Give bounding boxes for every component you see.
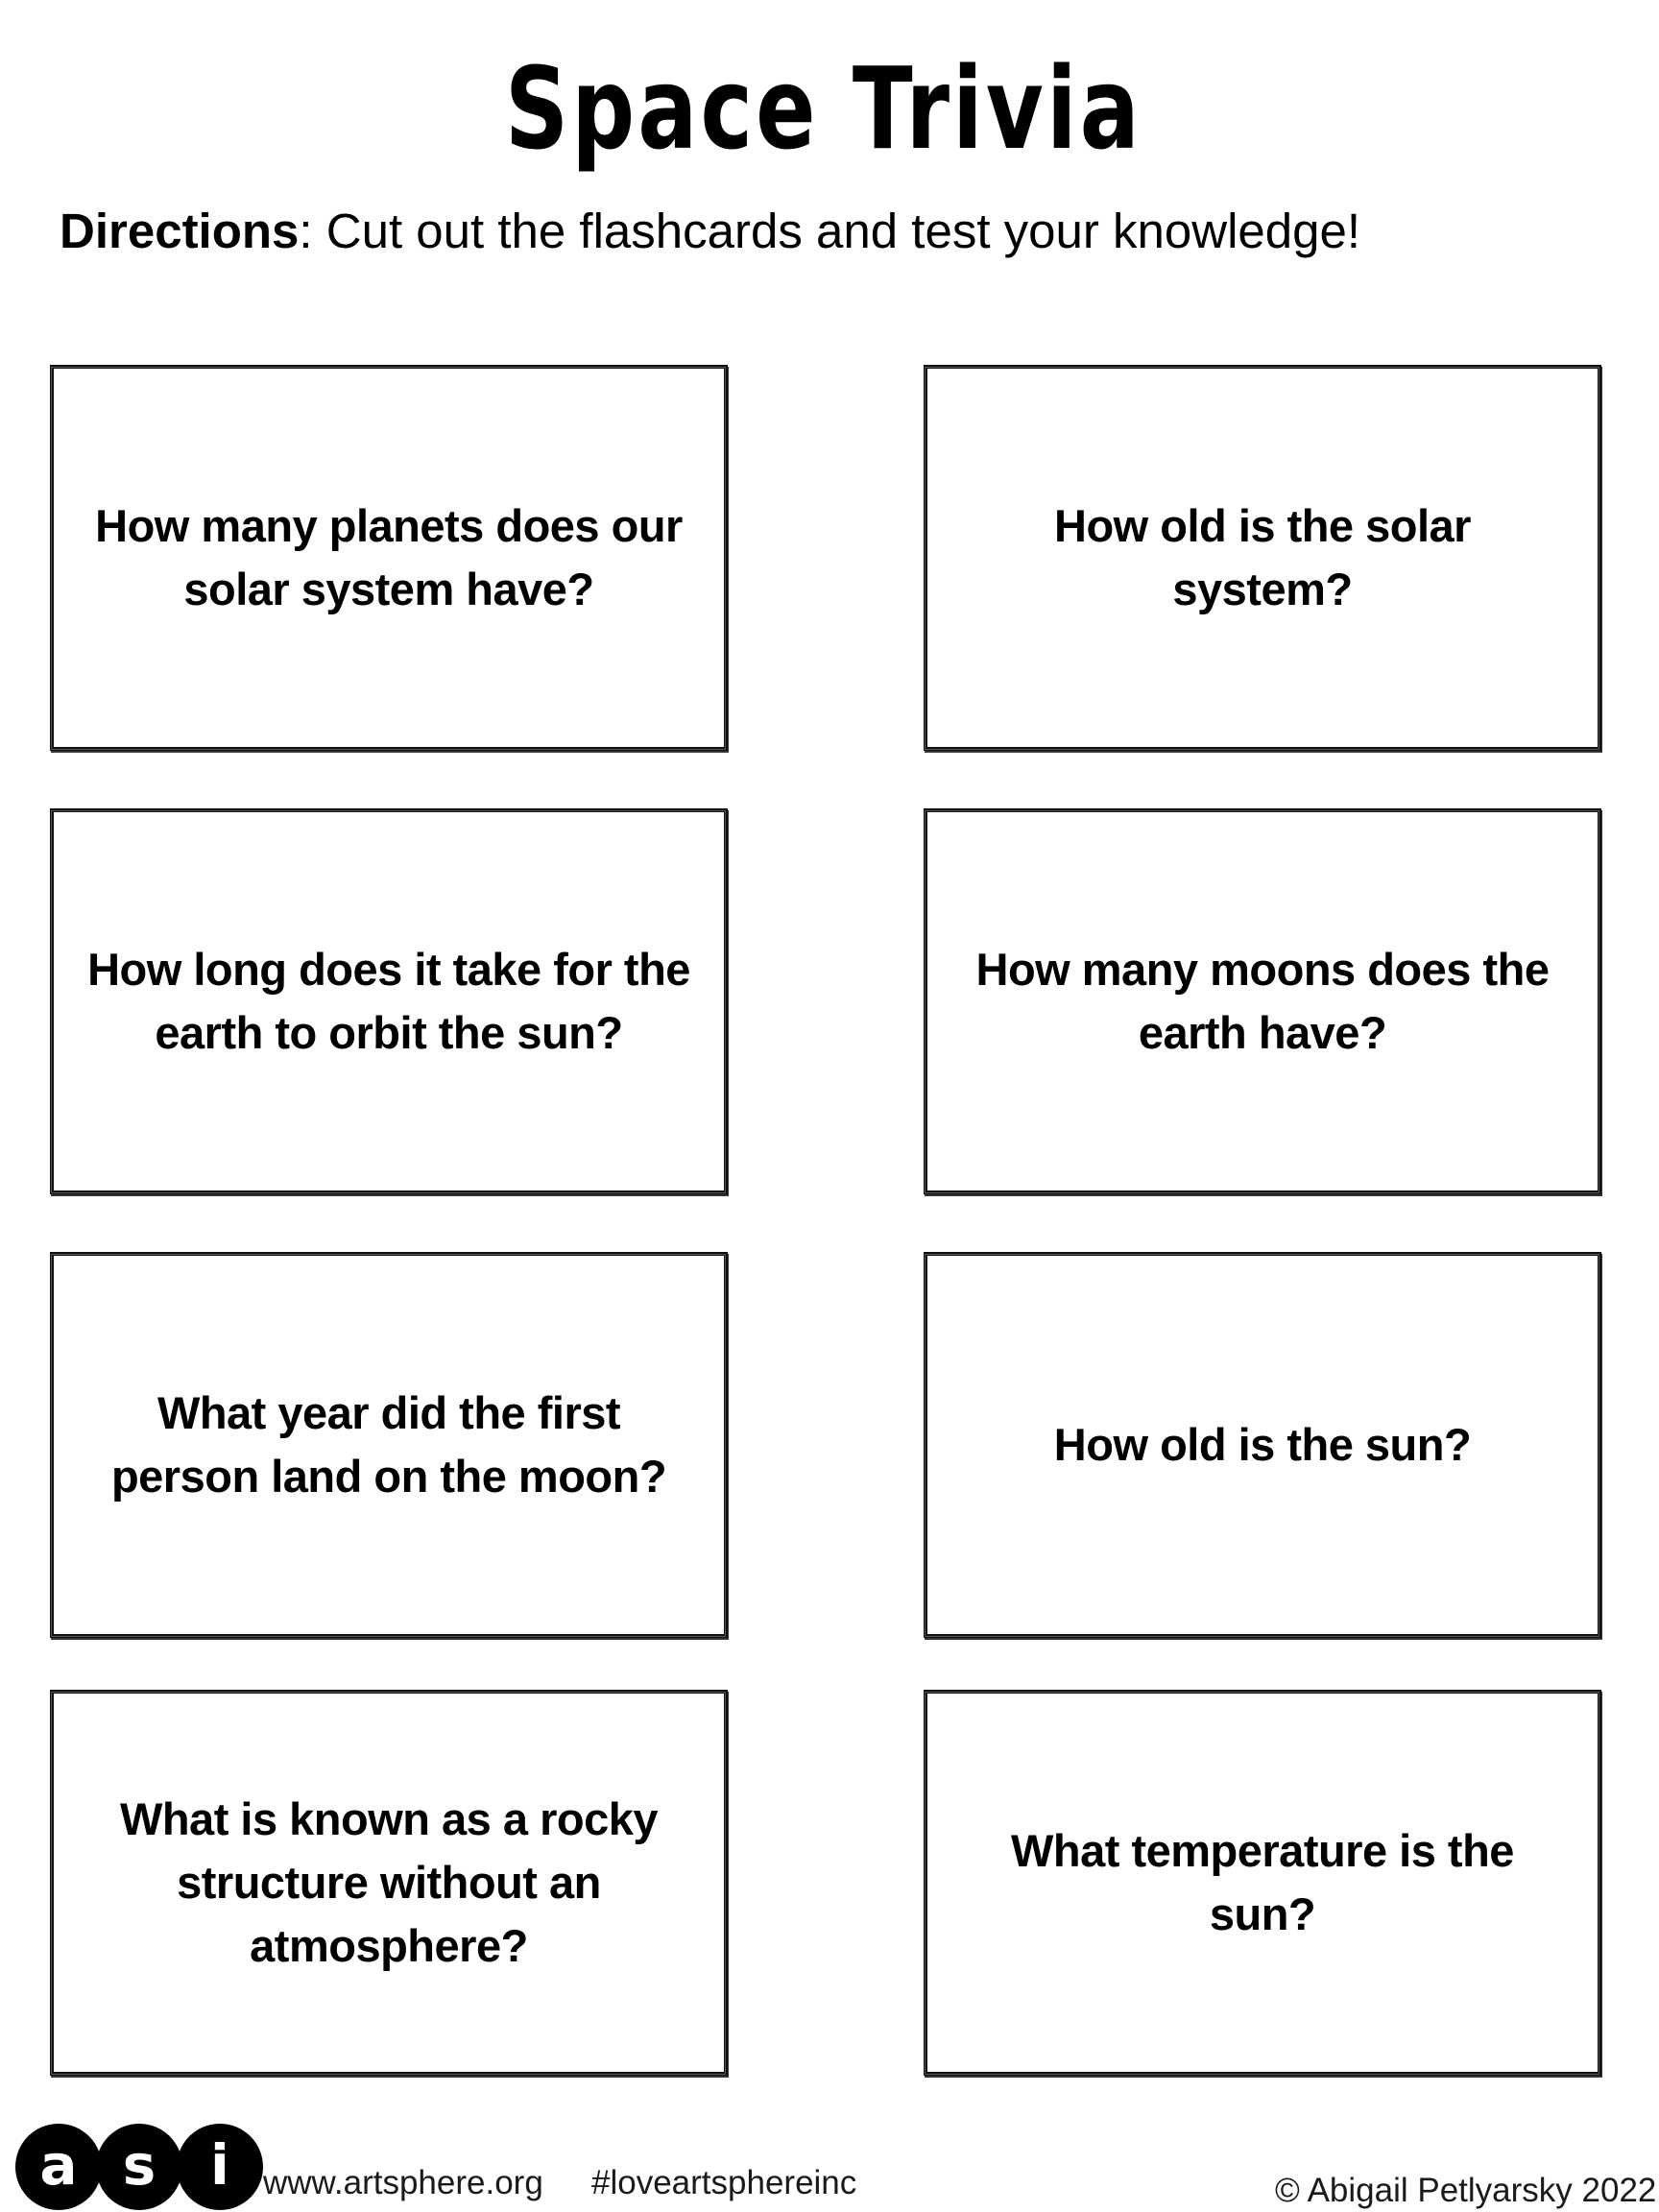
logo-letter-a: a [15, 2124, 102, 2210]
flashcard-question: What is known as a rocky structure without an atmosphere? [119, 1793, 658, 1971]
flashcard-question: What temperature is the sun? [1011, 1825, 1514, 1939]
flashcard-question: How long does it take for the earth to orbit the sun? [87, 944, 690, 1058]
logo-letter-i: i [177, 2124, 263, 2210]
footer-hashtag: #loveartsphereinc [591, 2164, 857, 2201]
page-title: Space Trivia [504, 42, 1142, 175]
directions-text: : Cut out the flashcards and test your knowledge! [299, 204, 1361, 258]
flashcard-question: How old is the solar system? [1054, 500, 1471, 614]
asi-logo [15, 2124, 257, 2212]
directions-label: Directions [60, 204, 300, 258]
flashcard-question: How many moons does the earth have? [975, 944, 1550, 1058]
footer-copyright: © Abigail Petlyarsky 2022 [1275, 2172, 1657, 2209]
flashcard-8 [924, 1690, 1601, 2076]
flashcard-5 [50, 1252, 728, 1638]
footer-website-link[interactable]: www.artsphere.org [263, 2164, 543, 2201]
flashcard-3 [50, 808, 728, 1194]
flashcard-6 [924, 1252, 1601, 1638]
flashcard-question: What year did the first person land on the moon? [110, 1387, 667, 1502]
flashcard-question: How old is the sun? [1053, 1419, 1472, 1470]
flashcard-4 [924, 808, 1601, 1194]
flashcard-2 [924, 365, 1601, 751]
directions [60, 198, 1360, 265]
flashcard-1 [50, 365, 728, 751]
flashcard-7 [50, 1690, 728, 2076]
logo-letter-s: s [96, 2124, 182, 2210]
flashcard-question: How many planets does our solar system have? [95, 500, 683, 614]
